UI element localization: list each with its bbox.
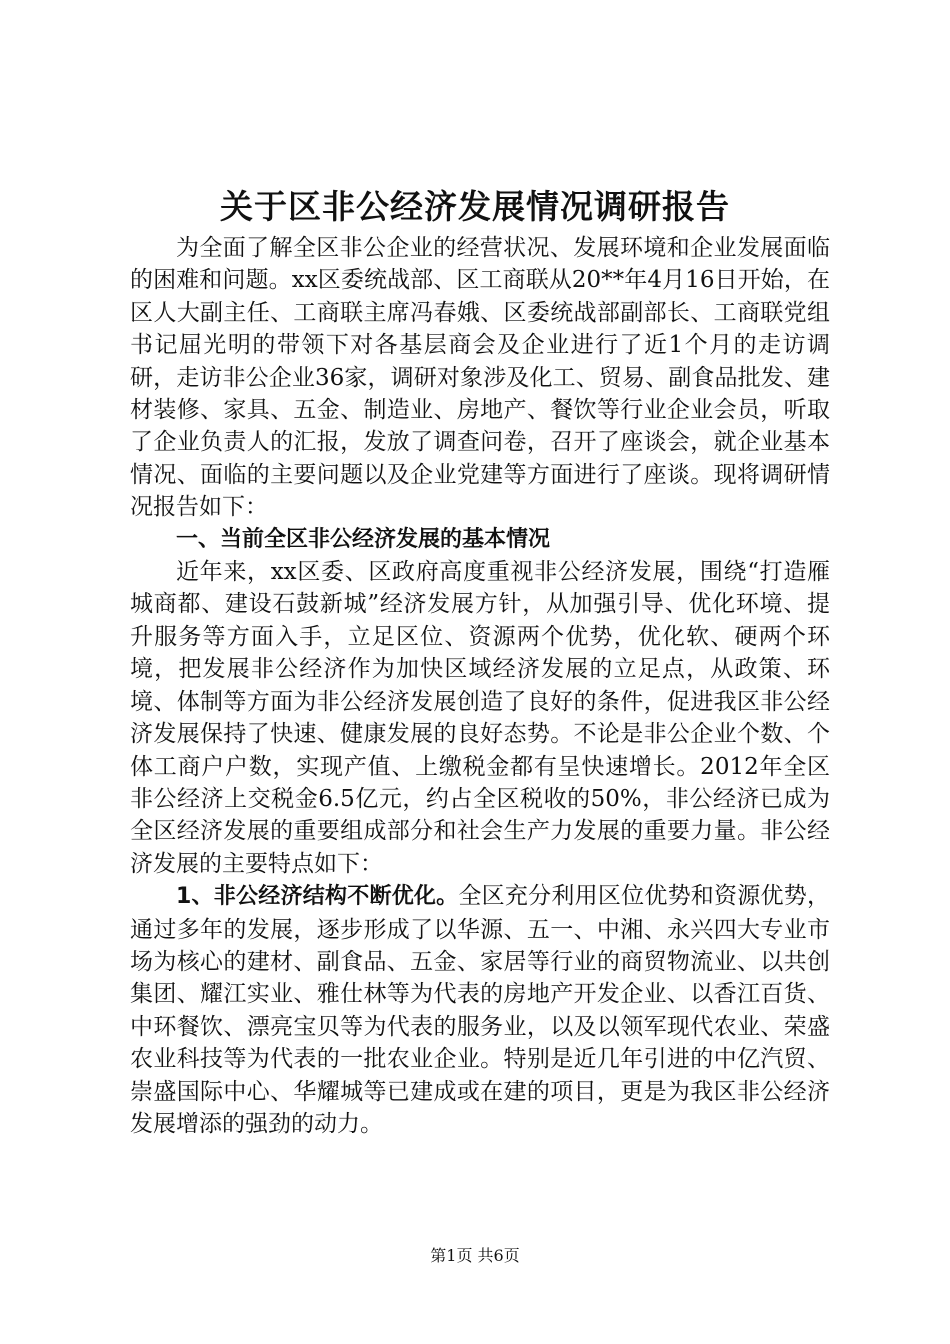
point-1-body: 全区充分利用区位优势和资源优势，通过多年的发展，逐步形成了以华源、五一、中湘、永兴四大专业市场为核心的建材、副食品、五金、家居等行业的商贸物流业、以共创集团、耀江实业、雅仕林等为代表的房地产开发企业、以香江百货、中环餐饮、漂亮宝贝等为代表的服务业，以及以领军现代农业、荣盛农业科技等为代表的一批农业企业。特别是近几年引进的中亿汽贸、崇盛国际中心、华耀城等已建成或在建的项目，更是为我区非公经济发展增添的强劲的动力。 xyxy=(130,883,831,1137)
point-1-lead: 1、非公经济结构不断优化。 xyxy=(176,884,459,910)
document-body xyxy=(130,232,830,1140)
section-1-paragraph: 近年来，xx区委、区政府高度重视非公经济发展，围绕“打造雁城商都、建设石鼓新城”经济发展方针，从加强引导、优化环境、提升服务等方面入手，立足区位、资源两个优势，优化软、硬两个环境，把发展非公经济作为加快区域经济发展的立足点，从政策、环境、体制等方面为非公经济发展创造了良好的条件，促进我区非公经济发展保持了快速、健康发展的良好态势。不论是非公企业个数、个体工商户户数，实现产值、上缴税金都有呈快速增长。2012年全区非公经济上交税金6.5亿元，约占全区税收的50%，非公经济已成为全区经济发展的重要组成部分和社会生产力发展的重要力量。非公经济发展的主要特点如下： xyxy=(130,559,830,877)
intro-paragraph: 为全面了解全区非公企业的经营状况、发展环境和企业发展面临的困难和问题。xx区委统战部、区工商联从20**年4月16日开始，在区人大副主任、工商联主席冯春娥、区委统战部副部长、工商联党组书记屈光明的带领下对各基层商会及企业进行了近1个月的走访调研，走访非公企业36家，调研对象涉及化工、贸易、副食品批发、建材装修、家具、五金、制造业、房地产、餐饮等行业企业会员，听取了企业负责人的汇报，发放了调查问卷，召开了座谈会，就企业基本情况、面临的主要问题以及企业党建等方面进行了座谈。现将调研情况报告如下： xyxy=(130,235,830,521)
section-heading-1: 一、当前全区非公经济发展的基本情况 xyxy=(176,526,551,552)
point-1-paragraph xyxy=(130,880,830,1140)
page-footer: 第1页 共6页 xyxy=(430,1246,520,1265)
document-title: 关于区非公经济发展情况调研报告 xyxy=(220,187,730,226)
